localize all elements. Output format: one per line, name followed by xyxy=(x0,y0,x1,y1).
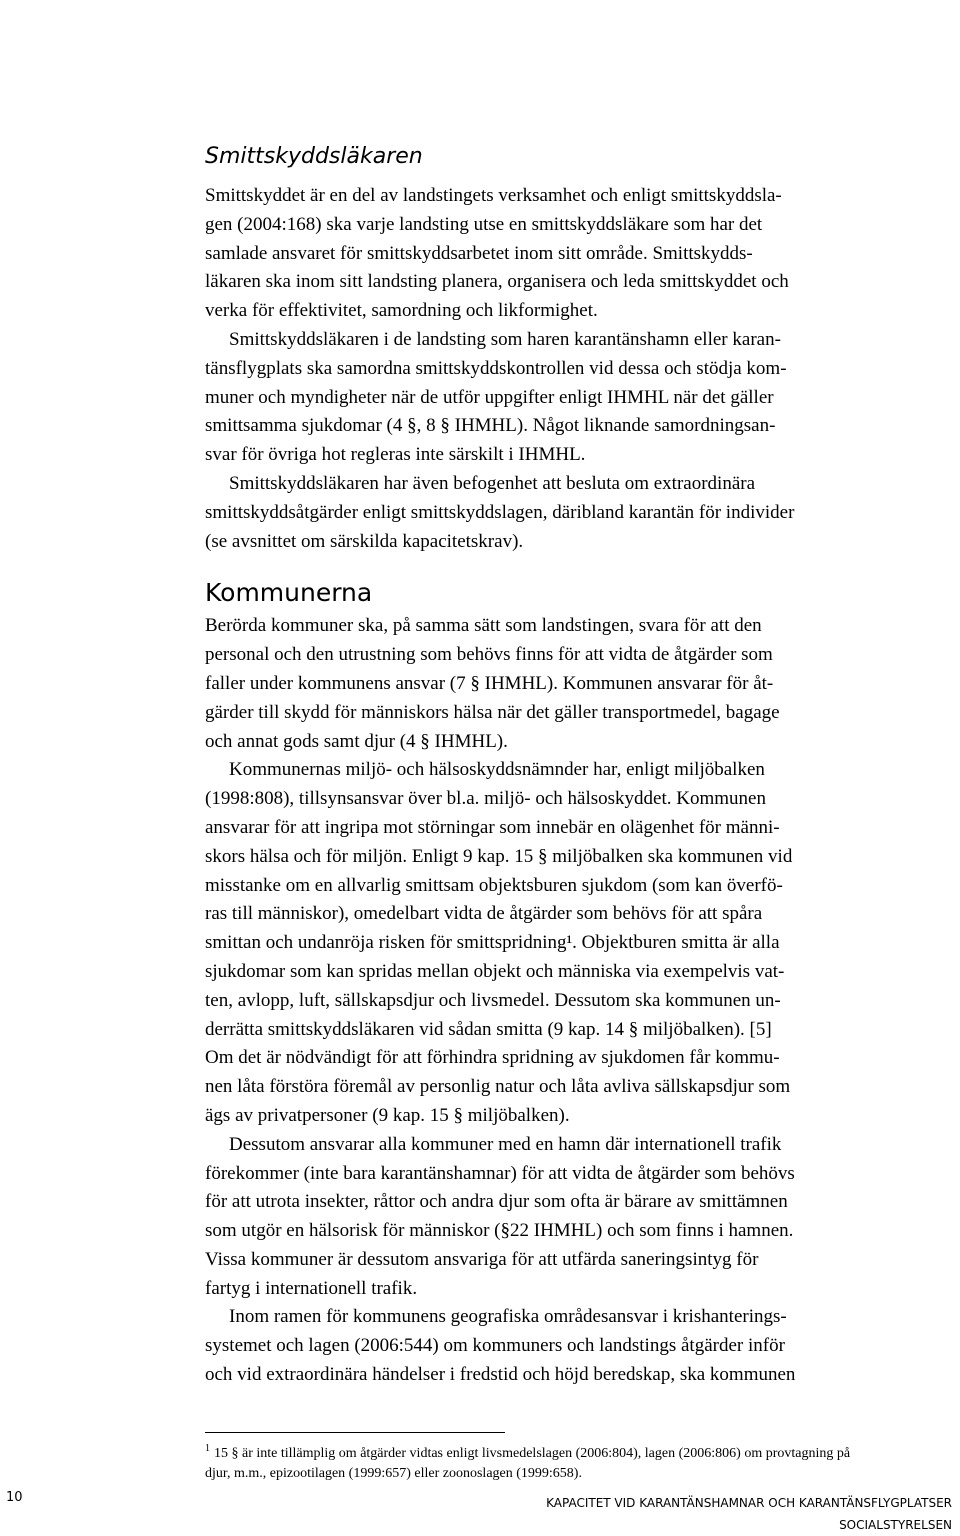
paragraph: Smittskyddsläkaren i de landsting som haren karantänshamn eller karan- tänsflygplats ska samordna smittskyddskontrollen vid dessa och stödja kom- muner och myndigheter när de utför uppgifter enligt IHMHL när det gäller smittsamma sjukdomar (4 §, 8 § IHMHL). Något liknande samordningsan- svar för övriga hot regleras inte särskilt i IHMHL. xyxy=(205,328,787,466)
footnote-divider xyxy=(205,1432,505,1433)
running-footer xyxy=(546,1492,952,1536)
page-number: 10 xyxy=(6,1490,23,1505)
section-heading-smittskyddslakaren: Smittskyddsläkaren xyxy=(205,144,423,169)
footnote-text: 15 § är inte tillämplig om åtgärder vidtas enligt livsmedelslagen (2006:804), lagen (2006:806) om provtagning på djur, m.m., epizootilagen (1999:657) eller zoonoslagen (1999:658). xyxy=(205,1446,851,1481)
running-title: KAPACITET VID KARANTÄNSHAMNAR OCH KARANTÄNSFLYGPLATSER xyxy=(546,1496,952,1510)
publisher-name: SOCIALSTYRELSEN xyxy=(839,1518,952,1532)
paragraph: Berörda kommuner ska, på samma sätt som landstingen, svara för att den personal och den utrustning som behövs finns för att vidta de åtgärder som faller under kommunens ansvar (7 § IHMHL). Kommunen ansvarar för åt- gärder till skydd för människors hälsa när det gäller transportmedel, bagage och annat gods samt djur (4 § IHMHL). xyxy=(205,615,780,752)
paragraph: Dessutom ansvarar alla kommuner med en hamn där internationell trafik förekommer (inte bara karantänshamnar) för att vidta de åtgärder som behövs för att utrota insekter, råttor och andra djur som ofta är bärare av smittämnen som utgör en hälsorisk för människor (§22 IHMHL) och som finns i hamnen. Vissa kommuner är dessutom ansvariga för att utfärda saneringsintyg för fartyg i internationell trafik. xyxy=(205,1133,795,1299)
footnote xyxy=(205,1444,945,1484)
paragraph: Inom ramen för kommunens geografiska områdesansvar i krishanterings- systemet och lagen (2006:544) om kommuners och landstings åtgärder inför och vid extraordinära händelser i fredstid och höjd beredskap, ska kommunen xyxy=(205,1306,796,1386)
paragraph: Kommunernas miljö- och hälsoskyddsnämnder har, enligt miljöbalken (1998:808), tillsynsansvar över bl.a. miljö- och hälsoskyddet. Kommunen ansvarar för att ingripa mot störningar som innebär en olägenhet för männi- skors hälsa och för miljön. Enligt 9 kap. 15 § miljöbalken ska kommunen vid misstanke om en allvarlig smittsam objektsburen sjukdom (som kan överfö- ras till människor), omedelbart vidta de åtgärder som behövs för att spåra smittan och undanröja risken för smittspridning¹. Objektburen smitta är alla sjukdomar som kan spridas mellan objekt och människa via exempelvis vat- ten, avlopp, luft, sällskapsdjur och livsmedel. Dessutom ska kommunen un- derrätta smittskyddsläkaren vid sådan smitta (9 kap. 14 § miljöbalken). [5] Om det är nödvändigt för att förhindra spridning av sjukdomen får kommu- nen låta förstöra föremål av personlig natur och låta avliva sällskapsdjur som ägs av privatpersoner (9 kap. 15 § miljöbalken). xyxy=(205,759,793,1126)
paragraph: Smittskyddsläkaren har även befogenhet att besluta om extraordinära smittskyddsåtgärder enligt smittskyddslagen, däribland karantän för individer (se avsnittet om särskilda kapacitetskrav). xyxy=(205,472,795,552)
section-heading-kommunerna: Kommunerna xyxy=(205,578,373,608)
paragraph: Smittskyddet är en del av landstingets verksamhet och enligt smittskyddsla- gen (2004:168) ska varje landsting utse en smittskyddsläkare som har det samlade ansvaret för smittskyddsarbetet inom sitt område. Smittskydds- läkaren ska inom sitt landsting planera, organisera och leda smittskyddet och verka för effektivitet, samordning och likformighet. xyxy=(205,185,789,322)
footnote-mark: 1 xyxy=(205,1443,210,1455)
main-content xyxy=(205,142,955,1390)
